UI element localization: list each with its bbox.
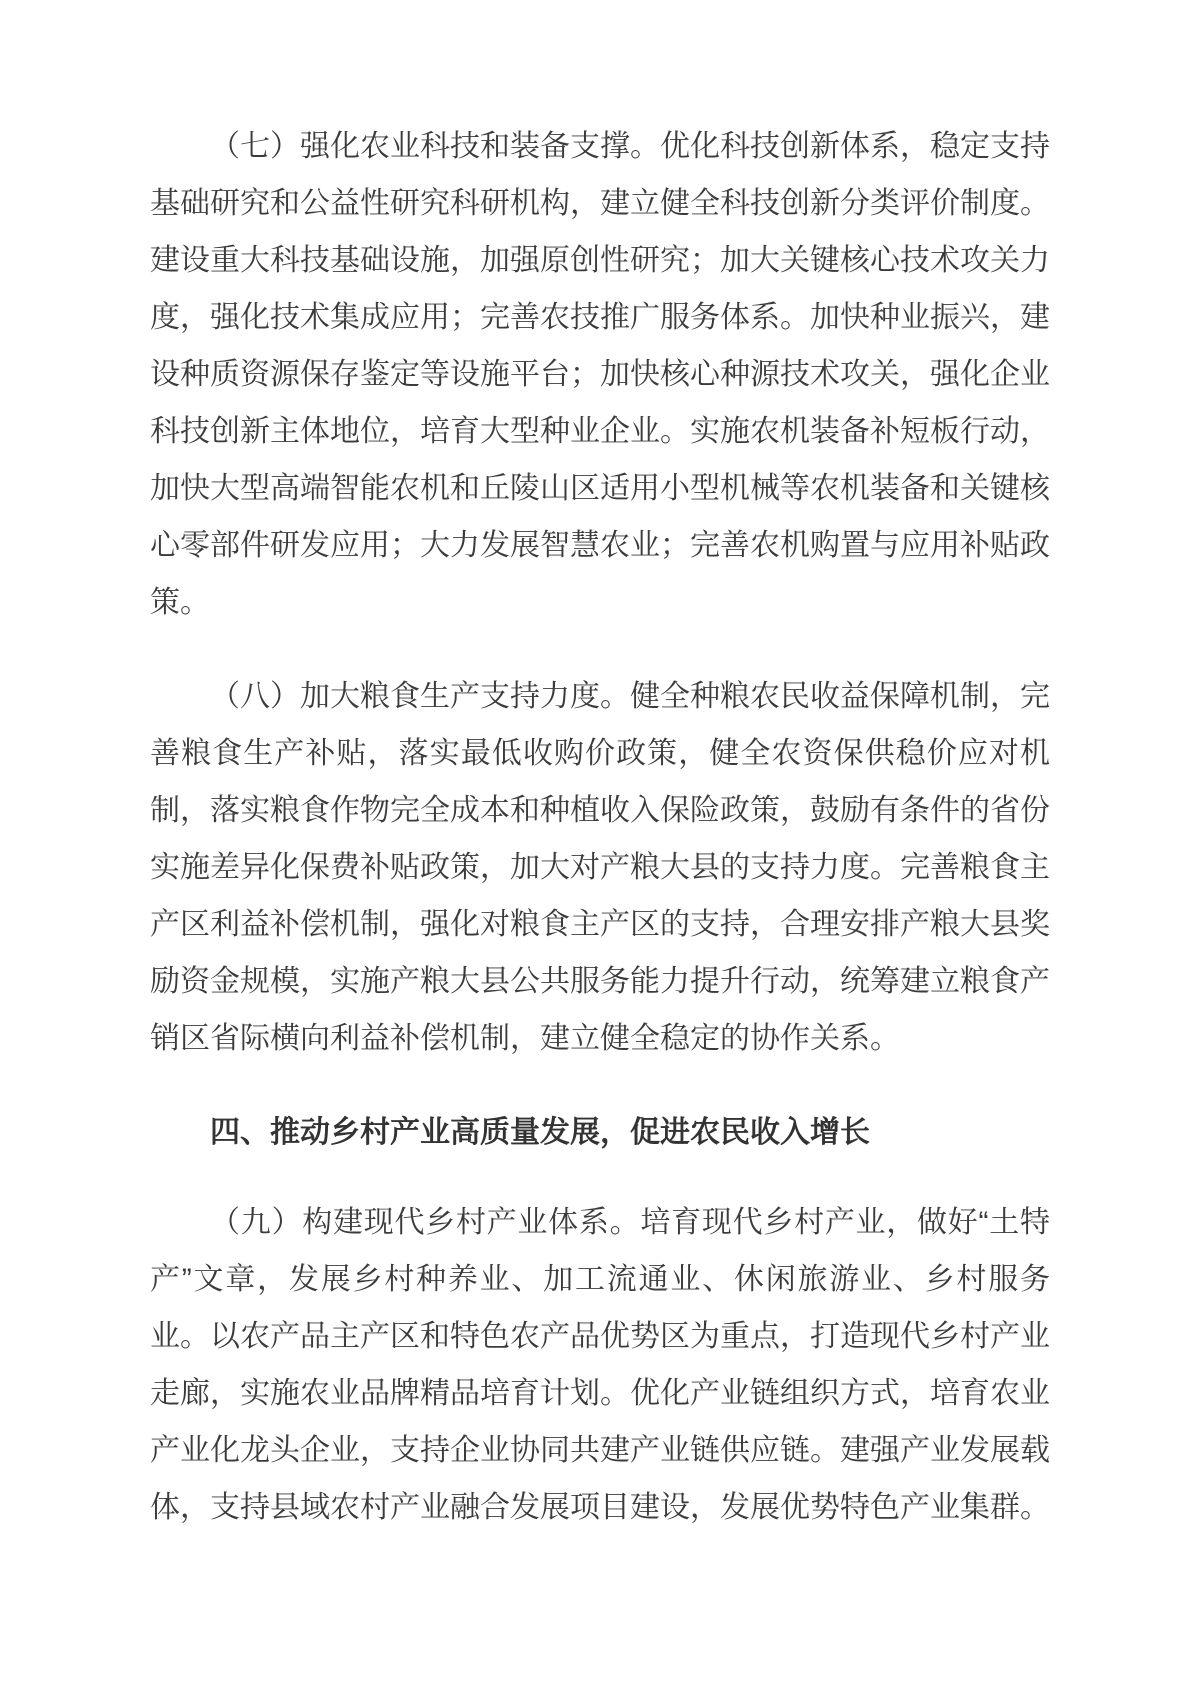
paragraph-item-7: （七）强化农业科技和装备支撑。优化科技创新体系，稳定支持基础研究和公益性研究科研机构，建立健全科技创新分类评价制度。建设重大科技基础设施，加强原创性研究；加大关键核心技术攻关力度，强化技术集成应用；完善农技推广服务体系。加快种业振兴，建设种质资源保存鉴定等设施平台；加快核心种源技术攻关，强化企业科技创新主体地位，培育大型种业企业。实施农机装备补短板行动，加快大型高端智能农机和丘陵山区适用小型机械等农机装备和关键核心零部件研发应用；大力发展智慧农业；完善农机购置与应用补贴政策。 xyxy=(150,130,1050,619)
paragraph-item-9: （九）构建现代乡村产业体系。培育现代乡村产业，做好“土特产”文章，发展乡村种养业、加工流通业、休闲旅游业、乡村服务业。以农产品主产区和特色农产品优势区为重点，打造现代乡村产业走廊，实施农业品牌精品培育计划。优化产业链组织方式，培育农业产业化龙头企业，支持企业协同共建产业链供应链。建强产业发展载体，支持县域农村产业融合发展项目建设，发展优势特色产业集群。 xyxy=(150,1206,1050,1524)
paragraph-item-8: （八）加大粮食生产支持力度。健全种粮农民收益保障机制，完善粮食生产补贴，落实最低收购价政策，健全农资保供稳价应对机制，落实粮食作物完全成本和种植收入保险政策，鼓励有条件的省份实施差异化保费补贴政策，加大对产粮大县的支持力度。完善粮食主产区利益补偿机制，强化对粮食主产区的支持，合理安排产粮大县奖励资金规模，实施产粮大县公共服务能力提升行动，统筹建立粮食产销区省际横向利益补偿机制，建立健全稳定的协作关系。 xyxy=(150,680,1050,1055)
section-heading-4: 四、推动乡村产业高质量发展，促进农民收入增长 xyxy=(210,1116,870,1149)
document-body xyxy=(150,118,1050,1536)
